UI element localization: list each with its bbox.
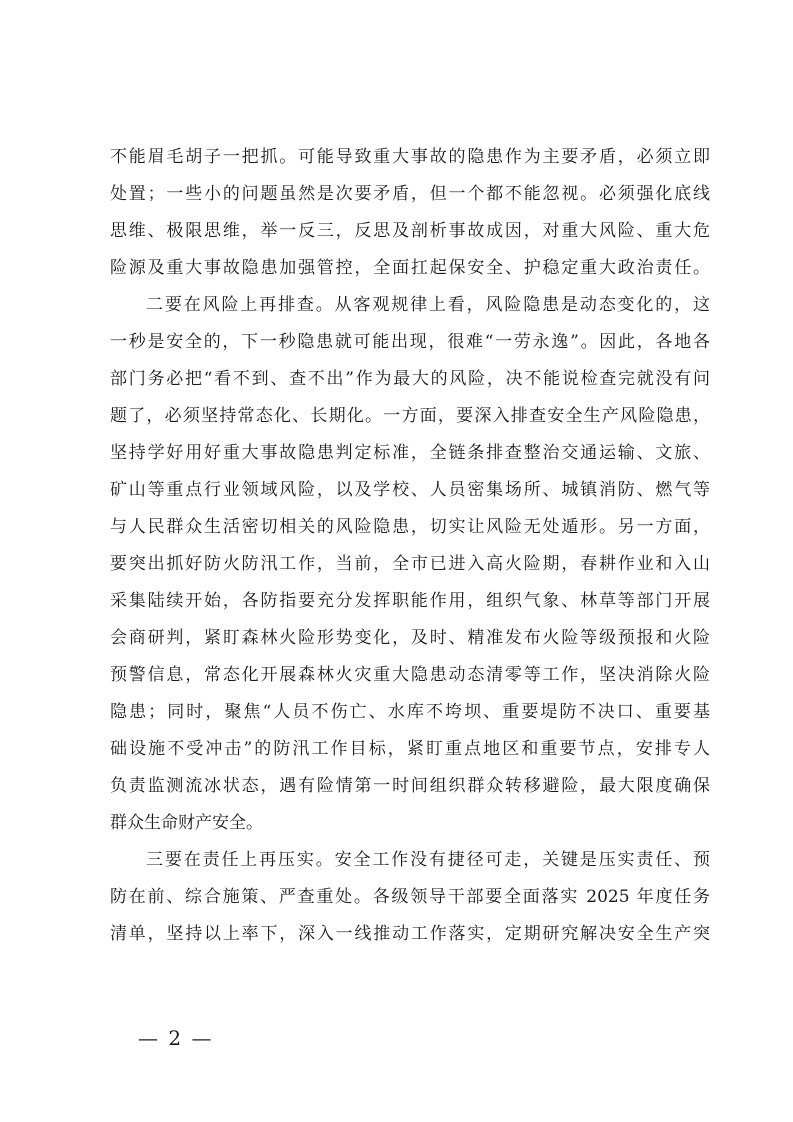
text-line: 采集陆续开始，各防指要充分发挥职能作用，组织气象、林草等部门开展 bbox=[110, 591, 710, 611]
page-number: — 2 — bbox=[138, 1026, 214, 1050]
text-line: 处置；一些小的问题虽然是次要矛盾，但一个都不能忽视。必须强化底线 bbox=[110, 184, 710, 204]
text-line: 部门务必把“看不到、查不出”作为最大的风险，决不能说检查完就没有问 bbox=[110, 369, 710, 389]
text-line: 思维、极限思维，举一反三，反思及剖析事故成因，对重大风险、重大危 bbox=[110, 221, 710, 241]
paragraph-3 bbox=[110, 842, 710, 953]
paragraph-2 bbox=[110, 287, 710, 842]
text-line: 险源及重大事故隐患加强管控，全面扛起保安全、护稳定重大政治责任。 bbox=[110, 258, 710, 278]
text-line: 坚持学好用好重大事故隐患判定标准，全链条排查整治交通运输、文旅、 bbox=[110, 443, 710, 463]
document-body bbox=[110, 139, 710, 953]
text-line: 隐患；同时，聚焦“人员不伤亡、水库不垮坝、重要堤防不决口、重要基 bbox=[110, 702, 710, 722]
text-line: 预警信息，常态化开展森林火灾重大隐患动态清零等工作，坚决消除火险 bbox=[110, 665, 710, 685]
text-line: 矿山等重点行业领域风险，以及学校、人员密集场所、城镇消防、燃气等 bbox=[110, 480, 710, 500]
text-line: 群众生命财产安全。 bbox=[110, 813, 263, 833]
text-line: 一秒是安全的，下一秒隐患就可能出现，很难“一劳永逸”。因此，各地各 bbox=[110, 332, 710, 352]
text-line: 与人民群众生活密切相关的风险隐患，切实让风险无处遁形。另一方面， bbox=[110, 517, 710, 537]
text-line: 清单，坚持以上率下，深入一线推动工作落实，定期研究解决安全生产突 bbox=[110, 924, 710, 944]
text-line: 负责监测流冰状态，遇有险情第一时间组织群众转移避险，最大限度确保 bbox=[110, 776, 710, 796]
text-line: 会商研判，紧盯森林火险形势变化，及时、精准发布火险等级预报和火险 bbox=[110, 628, 710, 648]
text-line: 不能眉毛胡子一把抓。可能导致重大事故的隐患作为主要矛盾，必须立即 bbox=[110, 147, 710, 167]
text-line: 题了，必须坚持常态化、长期化。一方面，要深入排查安全生产风险隐患， bbox=[110, 406, 710, 426]
text-line: 础设施不受冲击”的防汛工作目标，紧盯重点地区和重要节点，安排专人 bbox=[110, 739, 710, 759]
text-line: 三要在责任上再压实。安全工作没有捷径可走，关键是压实责任、预 bbox=[146, 850, 710, 870]
text-line: 二要在风险上再排查。从客观规律上看，风险隐患是动态变化的，这 bbox=[146, 295, 710, 315]
paragraph-1 bbox=[110, 139, 710, 287]
text-line: 要突出抓好防火防汛工作，当前，全市已进入高火险期，春耕作业和入山 bbox=[110, 554, 710, 574]
text-line: 防在前、综合施策、严查重处。各级领导干部要全面落实 2025 年度任务 bbox=[110, 887, 710, 907]
